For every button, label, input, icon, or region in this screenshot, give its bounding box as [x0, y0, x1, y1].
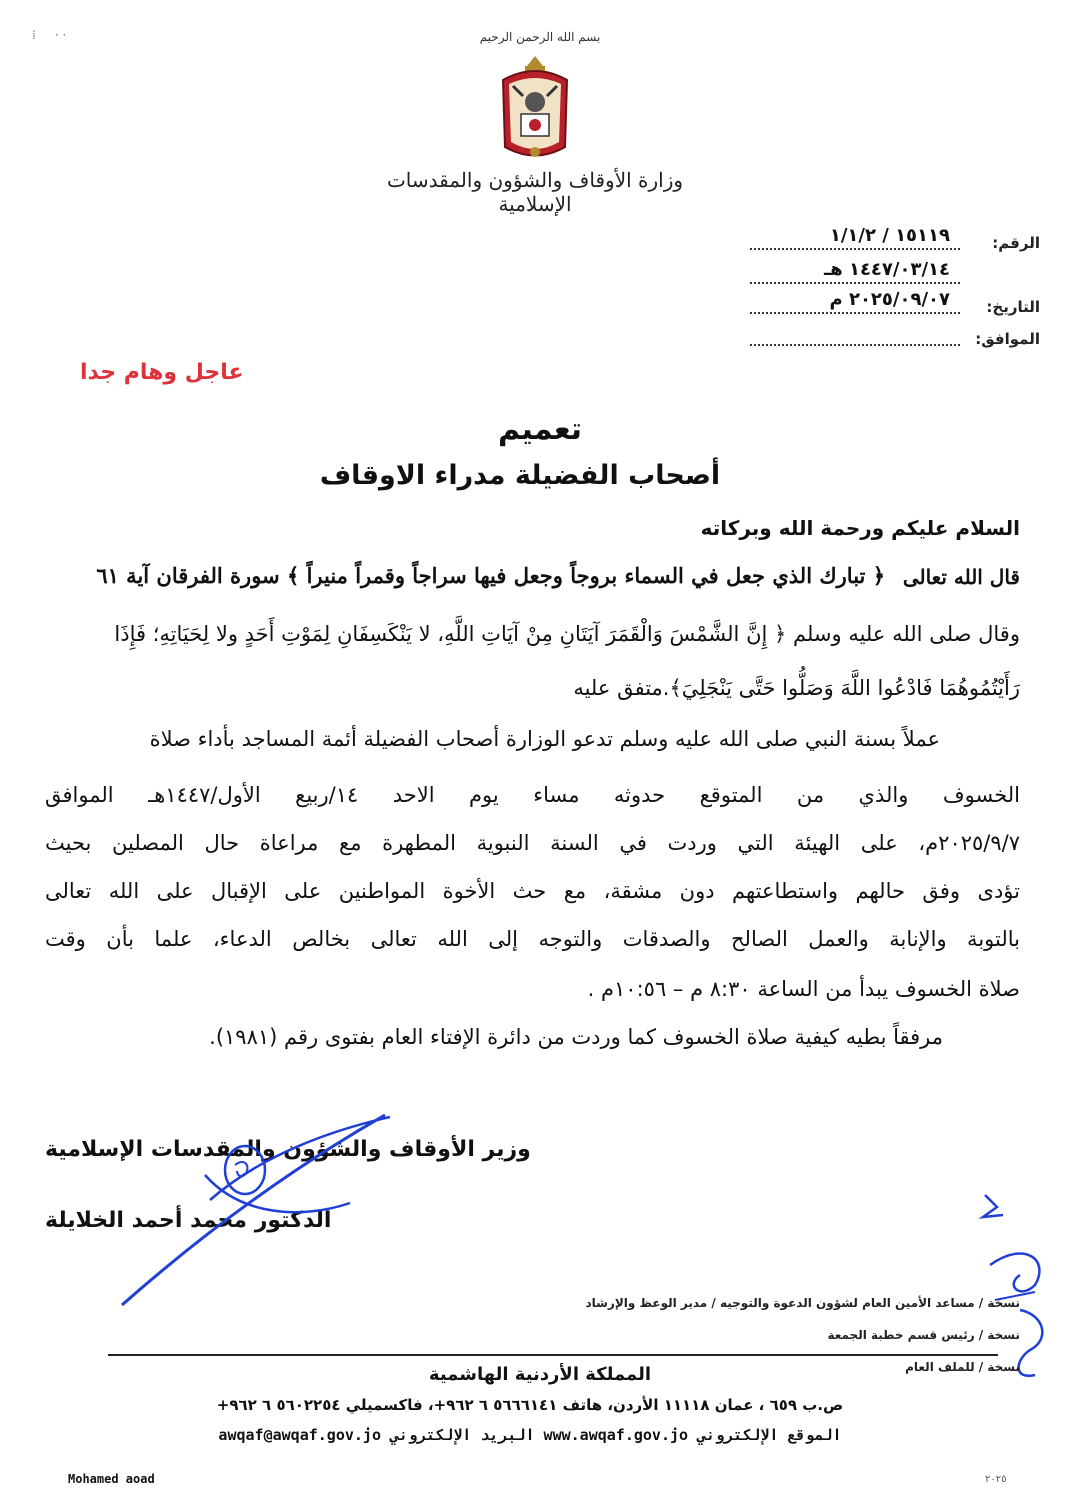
addressee: أصحاب الفضيلة مدراء الاوقاف	[319, 460, 721, 491]
verse-intro: قال الله تعالى	[902, 565, 1020, 589]
body-line-3: ٢٠٢٥/٩/٧م، على الهيئة التي وردت في السنة النبوية المطهرة مع مراعاة حال المصلين بحيث	[45, 831, 1020, 855]
hijri-row	[740, 256, 1040, 290]
body-line-4: تؤدى وفق حالهم واستطاعتهم دون مشقة، مع حث الأخوة المواطنين على الإقبال على الله تعالى	[45, 879, 1020, 903]
footer-divider	[108, 1354, 998, 1356]
greeting: السلام عليكم ورحمة الله وبركاته	[700, 516, 1020, 540]
body-line-2: الخسوف والذي من المتوقع حدوثه مساء يوم الاحد ١٤/ربيع الأول/١٤٤٧هـ الموافق	[45, 783, 1020, 807]
dotted-line	[750, 312, 960, 314]
body-line-6: صلاة الخسوف يبدأ من الساعة ٨:٣٠ م – ١٠:٥٦م .	[587, 977, 1020, 1001]
urgent-notice: عاجل وهام جدا	[80, 360, 244, 385]
hadith-line-1: وقال صلى الله عليه وسلم ﴿ إِنَّ الشَّمْسَ وَالْقَمَرَ آيَتَانِ مِنْ آيَاتِ اللَّهِ، لا يَنْكَسِفَانِ لِمَوْتِ أَحَدٍ ولا لِحَيَاتِهِ؛ فَإِذَا	[114, 622, 1020, 646]
date-hijri: ١٤٤٧/٠٣/١٤ هـ	[824, 259, 950, 280]
corresponding-label: الموافق:	[975, 330, 1040, 348]
corresponding-row	[740, 318, 1040, 352]
copy-line-2: نسخة / رئيس قسم خطبة الجمعة	[827, 1328, 1020, 1342]
basmala: بسم الله الرحمن الرحيم	[479, 30, 601, 44]
date-gregorian: ٢٠٢٥/٠٩/٠٧ م	[829, 289, 950, 310]
body-line-1: عملاً بسنة النبي صلى الله عليه وسلم تدعو الوزارة أصحاب الفضيلة أئمة المساجد بأداء صلاة	[149, 727, 940, 751]
copy-line-1: نسخة / مساعد الأمين العام لشؤون الدعوة والتوجيه / مدير الوعظ والإرشاد	[585, 1296, 1020, 1310]
reference-meta	[740, 222, 1040, 348]
footer-kingdom: المملكة الأردنية الهاشمية	[428, 1364, 652, 1385]
minister-name: الدكتور محمد أحمد الخلايلة	[45, 1208, 332, 1233]
body-line-5: بالتوبة والإنابة والعمل الصالح والصدقات والتوجه إلى الله تعالى بخالص الدعاء، علما بأن وقت	[45, 927, 1020, 951]
jordan-emblem-icon	[495, 52, 575, 167]
ministry-name: وزارة الأوقاف والشؤون والمقدسات الإسلامية	[386, 168, 684, 216]
number-label: الرقم:	[992, 234, 1040, 252]
document-title: تعميم	[497, 412, 583, 447]
attachment-note: مرفقاً بطيه كيفية صلاة الخسوف كما وردت من دائرة الإفتاء العام بفتوى رقم (١٩٨١).	[209, 1025, 943, 1049]
number-value: ١٥١١٩ / ١/١/٢	[829, 225, 950, 246]
dotted-line	[750, 344, 960, 346]
date-label: التاريخ:	[986, 298, 1040, 316]
footer-year: ٢٠٢٥	[985, 1474, 1007, 1485]
dotted-line	[750, 248, 960, 250]
printed-name: Mohamed aoad	[68, 1472, 155, 1486]
copy-line-3: نسخة / للملف العام	[905, 1360, 1020, 1374]
dotted-line	[750, 282, 960, 284]
hadith-line-2: رَأَيْتُمُوهُمَا فَادْعُوا اللَّهَ وَصَلُّوا حَتَّى يَنْجَلِيَ﴾.متفق عليه	[573, 676, 1020, 700]
scan-marks: ⁞ · ·	[32, 28, 67, 42]
footer-website: الموقع الإلكتروني www.awqaf.gov.jo البريد الإلكتروني awqaf@awqaf.gov.jo	[218, 1426, 842, 1444]
handwritten-signature	[110, 1105, 410, 1315]
footer-address: ص.ب ٦٥٩ ، عمان ١١١١٨ الأردن، هاتف ٥٦٦٦١٤١ ٦ ٩٦٢+، فاكسميلي ٥٦٠٢٢٥٤ ٦ ٩٦٢+	[216, 1396, 844, 1414]
quran-verse: ﴿ تبارك الذي جعل في السماء بروجاً وجعل فيها سراجاً وقمراً منيراً ﴾ سورة الفرقان آية ٦١	[96, 563, 885, 588]
number-row	[740, 222, 1040, 256]
minister-title: وزير الأوقاف والشؤون والمقدسات الإسلامية	[45, 1137, 531, 1162]
date-row	[740, 286, 1040, 320]
